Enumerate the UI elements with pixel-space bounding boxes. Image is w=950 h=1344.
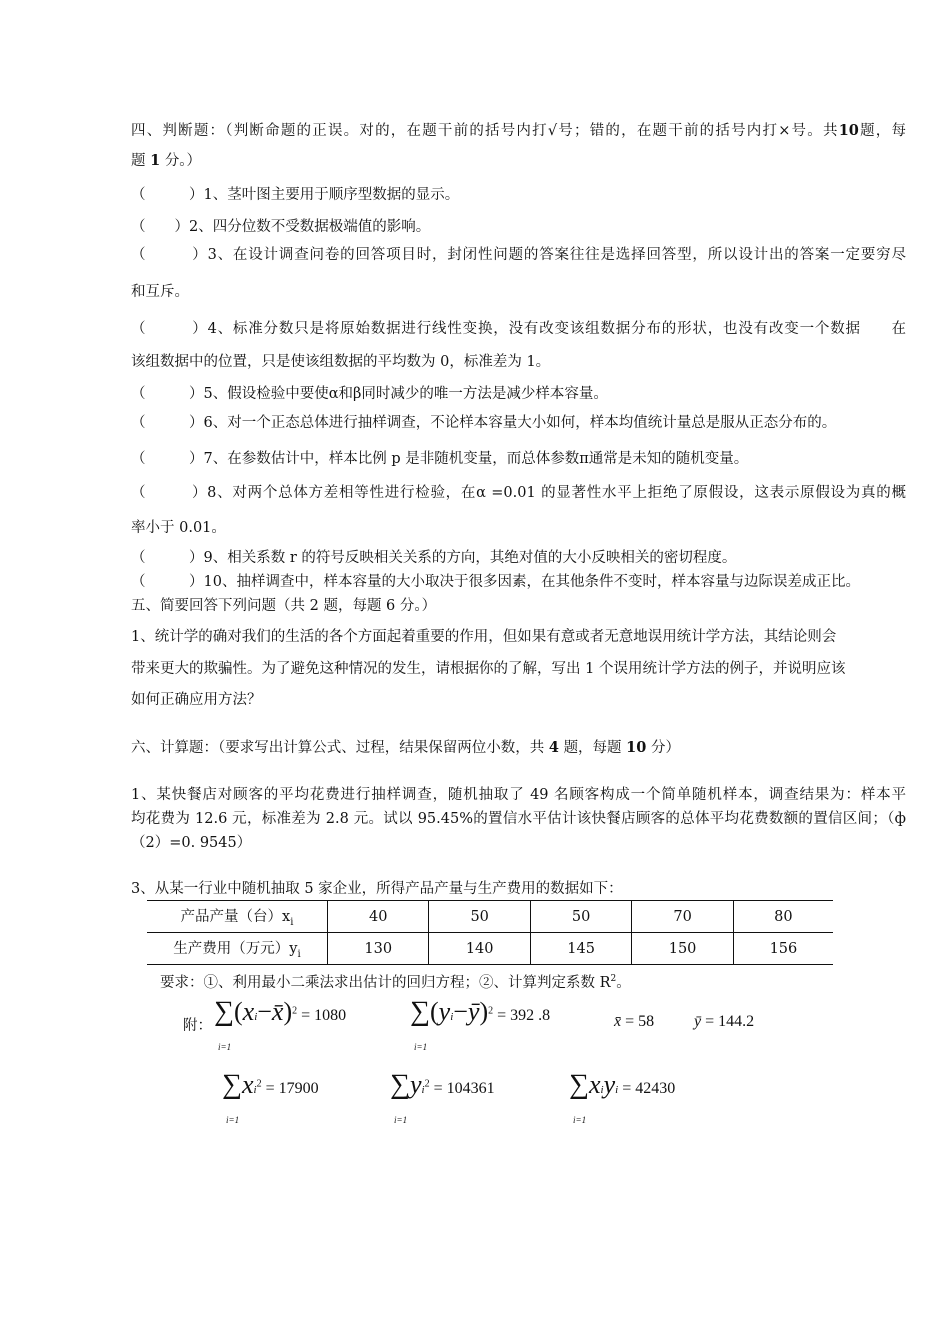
section5-q1-line2: 带来更大的欺骗性。为了避免这种情况的发生，请根据你的了解，写出 1 个误用统计学方法的例子，并说明应该	[131, 661, 846, 677]
judge-item-3: （ ）3、在设计调查问卷的回答项目时，封闭性问题的答案往往是选择回答型，所以设计出的答案一定要穷尽	[131, 247, 906, 263]
calc-q1-line2: 均花费为 12.6 元，标准差为 2.8 元。试以 95.45%的置信水平估计该快餐店顾客的总体平均花费数额的置信区间；（ф	[131, 811, 906, 827]
section4-title: 四、判断题：（判断命题的正误。对的，在题干前的括号内打√号；错的，在题干前的括号内打×号。共10题，每	[131, 122, 906, 139]
table-cell: 40	[328, 901, 429, 933]
judge-item-1: （ ）1、茎叶图主要用于顺序型数据的显示。	[131, 187, 460, 203]
table-cell: 50	[429, 901, 530, 933]
judge-item-2: （ ）2、四分位数不受数据极端值的影响。	[131, 219, 431, 235]
formula-sum-y2: $\sum yi^2 = 104361$ i=1	[390, 1069, 495, 1125]
section5-title: 五、简要回答下列问题（共 2 题，每题 6 分。）	[131, 598, 437, 614]
judge-item-7: （ ）7、在参数估计中，样本比例 p 是非随机变量，而总体参数π通常是未知的随机变量。	[131, 451, 749, 467]
judge-item-10: （ ）10、抽样调查中，样本容量的大小取决于很多因素，在其他条件不变时，样本容量与边际误差成正比。	[131, 574, 860, 590]
calc-q3-intro: 3、从某一行业中随机抽取 5 家企业，所得产品产量与生产费用的数据如下：	[131, 881, 623, 897]
calc-q3-requirement: 要求：①、利用最小二乘法求出估计的回归方程；②、计算判定系数 $R^2$。	[160, 974, 631, 991]
formula-sum-xy: ∑xiyi = 42430 i=1	[569, 1069, 676, 1125]
judge-item-8: （ ）8、对两个总体方差相等性进行检验，在α =0.01 的显著性水平上拒绝了原假设，这表示原假设为真的概	[131, 485, 906, 501]
table-cell: 130	[328, 933, 429, 965]
judge-item-5: （ ）5、假设检验中要使α和β同时减少的唯一方法是减少样本容量。	[131, 386, 608, 402]
section5-q1-line1: 1、统计学的确对我们的生活的各个方面起着重要的作用，但如果有意或者无意地误用统计学方法，其结论则会	[131, 629, 837, 645]
table-cell: 70	[632, 901, 733, 933]
table-cell: 50	[530, 901, 631, 933]
judge-item-8-cont: 率小于 0.01。	[131, 520, 226, 536]
calc-q1-line1: 1、某快餐店对顾客的平均花费进行抽样调查，随机抽取了 49 名顾客构成一个简单随机样本，调查结果为：样本平	[131, 787, 906, 803]
calc-q1-line3: （2）=0. 9545）	[131, 835, 252, 851]
section5-q1-line3: 如何正确应用方法？	[131, 692, 262, 708]
attach-label: 附：	[183, 1018, 212, 1034]
table-cell: 80	[733, 901, 833, 933]
table-row	[147, 901, 833, 933]
production-cost-table	[147, 900, 833, 965]
judge-item-6: （ ）6、对一个正态总体进行抽样调查，不论样本容量大小如何，样本均值统计量总是服从正态分布的。	[131, 415, 837, 431]
formula-xbar: x̄ = 58	[614, 1013, 655, 1030]
judge-item-9: （ ）9、相关系数 r 的符号反映相关关系的方向，其绝对值的大小反映相关的密切程度。	[131, 550, 737, 566]
section6-title: 六、计算题：（要求写出计算公式、过程，结果保留两位小数，共 4 题，每题 10 分）	[131, 739, 680, 756]
row-label-cost: 生产费用（万元）$y_i$	[147, 933, 328, 965]
row-label-output: 产品产量（台）$x_i$	[147, 901, 328, 933]
formula-ybar: ȳ = 144.2	[694, 1013, 755, 1030]
judge-item-4: （ ）4、标准分数只是将原始数据进行线性变换，没有改变该组数据分布的形状，也没有改变一个数据 在	[131, 321, 906, 337]
formula-sum-x2: $\sum xi^2 = 17900$ i=1	[222, 1069, 319, 1125]
judge-item-4-cont: 该组数据中的位置，只是使该组数据的平均数为 0，标准差为 1。	[131, 354, 551, 370]
formula-syy: ∑(yi−ȳ)$^2$ = 392 .8 i=1	[410, 996, 551, 1052]
judge-item-3-cont: 和互斥。	[131, 284, 189, 300]
table-row	[147, 933, 833, 965]
table-cell: 140	[429, 933, 530, 965]
table-cell: 150	[632, 933, 733, 965]
table-cell: 145	[530, 933, 631, 965]
section4-title-line2: 题 1 分。）	[131, 152, 202, 169]
table-cell: 156	[733, 933, 833, 965]
formula-sxx: ∑(xi−x̄)$^2$ = 1080 i=1	[214, 996, 347, 1052]
